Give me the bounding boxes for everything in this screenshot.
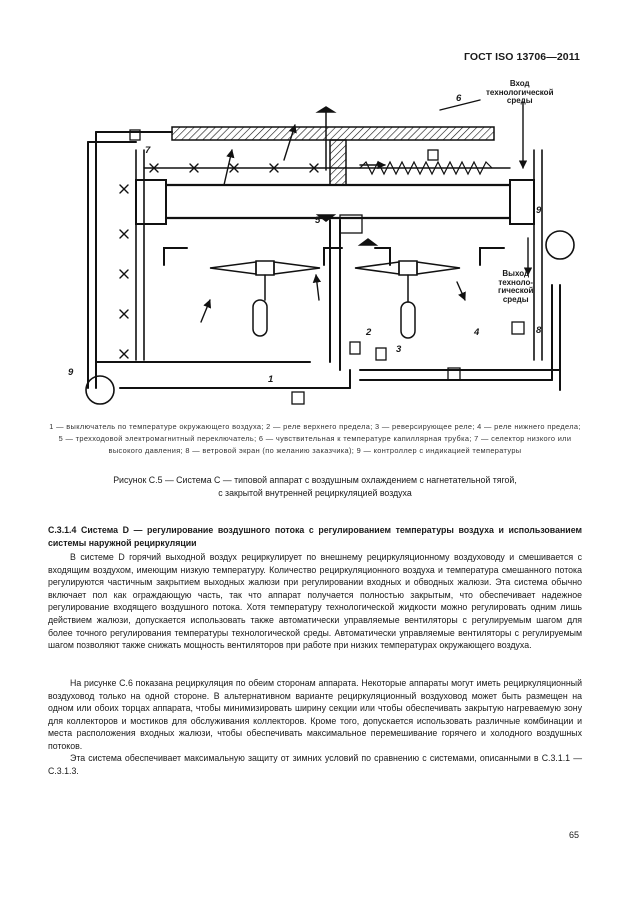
caption-line-1: Рисунок С.5 — Система С — типовой аппарат с воздушным охлаждением с нагнетательной тягой, <box>113 475 517 485</box>
label-9-left: 9 <box>68 367 74 378</box>
page-number: 65 <box>568 830 579 840</box>
label-1: 1 <box>268 374 274 385</box>
figure-caption <box>48 474 582 499</box>
standard-header: ГОСТ ISO 13706—2011 <box>463 51 580 63</box>
schematic-drawing <box>60 70 600 415</box>
controller-left <box>86 376 114 404</box>
paragraph-3: Эта система обеспечивает максимальную защиту от зимних условий по сравнению с системами, описанными в С.3.1.1 — С.3.1.3. <box>48 753 582 776</box>
paragraph-1: В системе D горячий выходной воздух рециркулирует по внешнему рециркуляционному воздуховоду и смешивается с входящим воздухом, имеющим низкую температуру. Количество рециркуляционного воздуха и температура смешанного потока регулируются частичным закрытием выходных жалюзи при регулировании входных и обводных жалюзи. Эта система обычно включает пол как ограждающую часть, так что аппарат получается полностью закрытым, что обеспечивает надежное регулирование входящего воздушного потока. Хотя температуру технологической жидкости можно регулировать одним лишь действием жалюзи, допускается использовать также автоматически управляемые вентиляторы с регулируемым шагом для более точного регулирования температуры технологической среды. Автоматически управляемые вентиляторы с регулируемым шагом позволяют также снижать мощность вентиляторов при работе при низких температурах окружающего воздуха. <box>48 552 582 651</box>
controller-right <box>546 231 574 259</box>
fan-left <box>210 261 320 336</box>
label-6: 6 <box>456 93 462 104</box>
label-8: 8 <box>536 325 542 336</box>
label-7: 7 <box>145 145 151 156</box>
paragraph-2: На рисунке С.6 показана рециркуляция по обеим сторонам аппарата. Некоторые аппараты могут иметь рециркуляционный воздуховод только на одной стороне. В альтернативном варианте рециркуляционный воздуховод может быть размещен на одном или обоих торцах аппарата, чтобы минимизировать ширину секции или чтобы обеспечивать закрытую нагреваемую зону для коллекторов и мостиков для обслуживания коллекторов. Кроме того, допускается использовать различные комбинации и места расположения входных жалюзи, чтобы обеспечивать максимальное перемешивание горячего и холодного воздушных потоков. <box>48 678 582 751</box>
label-3: 3 <box>396 344 402 355</box>
figure-c5-diagram <box>60 70 600 415</box>
louver-cross-marks <box>120 164 321 358</box>
left-header-box <box>136 180 166 224</box>
label-5: 5 <box>315 215 321 226</box>
label-4: 4 <box>474 327 480 338</box>
label-2: 2 <box>366 327 372 338</box>
label-9-right: 9 <box>536 205 542 216</box>
inlet-label: Вход технологической среды <box>486 79 554 106</box>
section-heading: С.3.1.4 Система D — регулирование воздушного потока с регулированием температуры воздуха и использованием системы наружной рециркуляции <box>48 525 582 548</box>
outlet-label: Выход техноло- гической среды <box>498 269 534 304</box>
figure-legend: 1 — выключатель по температуре окружающего воздуха; 2 — реле верхнего предела; 3 — реверсирующее реле; 4 — реле нижнего предела; 5 — трехходовой электромагнитный переключатель; 6 — чувствительная к температуре капиллярная трубка; 7 — селектор низкого или высокого давления; 8 — ветровой экран (по желанию заказчика); 9 — контроллер с индикацией температуры <box>49 422 581 456</box>
right-header-box <box>510 180 534 224</box>
outlet-louver <box>172 127 494 140</box>
caption-line-2: с закрытой внутренней рециркуляцией воздуха <box>218 487 412 498</box>
